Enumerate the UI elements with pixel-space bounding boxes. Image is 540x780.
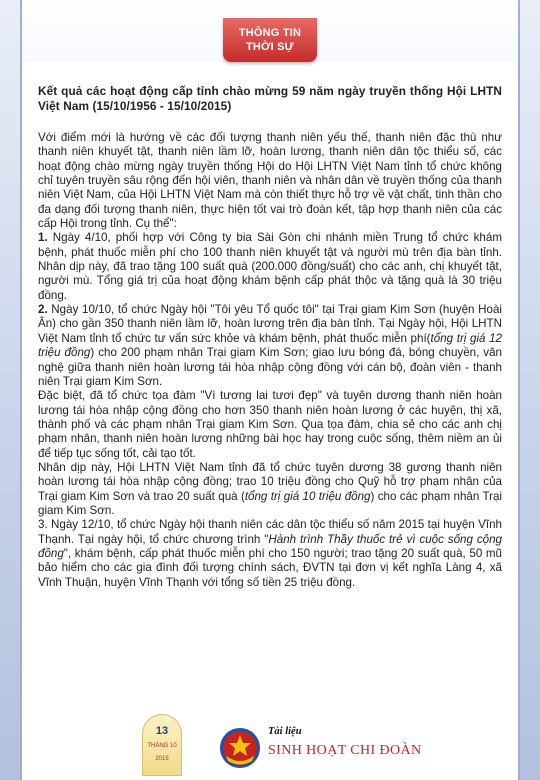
publication-brand xyxy=(268,726,422,759)
article-item-1 xyxy=(38,231,502,303)
section-badge-line-2: THỜI SỰ xyxy=(245,41,295,53)
item-2-emphasis: tổng trị giá 12 triệu đồng xyxy=(38,331,502,360)
para-5-emphasis: Hành trình Thầy thuốc trẻ vì cuộc sống cộng đồng xyxy=(38,532,502,560)
section-badge xyxy=(223,18,317,62)
item-2-text-b: ) cho 200 phạm nhân Trại giam Kim Sơn; giao lưu bóng đá, bóng chuyền, văn nghệ giữa thanh niên hoàn lương tái hòa nhập cộng đồng với cán bộ, đoàn viên - thanh niên Trại giam Kim Sơn. xyxy=(38,346,502,388)
para-4-text-b: ) cho các phạm nhân Trại giam Kim Sơn. xyxy=(38,489,502,517)
article-paragraph-3: Đặc biệt, đã tổ chức tọa đàm "Vì tương lai tươi đẹp" và tuyên dương thanh niên hoàn lương tái hòa nhập cộng đồng cho hơn 350 thanh niên hoàn lương ở các huyện, thị xã, thành phố và các phạm nhân Trại giam Kim Sơn. Qua tọa đàm, chia sẻ cho các anh chị phạm nhân, thanh niên hoàn lương những bài học hay trong cuộc sống, thêm niềm an ủi để tiếp tục sống tốt, cải tạo tốt. xyxy=(38,389,502,460)
article-intro: Với điểm mới là hướng về các đối tượng thanh niên yếu thế, thanh niên đặc thù như thanh niên khuyết tật, thanh niên lầm lỡ, hoàn lương, thanh niên dân tộc thiểu số, các hoạt động chào mừng ngày truyền thống Hội do Hội LHTN Việt Nam tỉnh tổ chức không chỉ tuyên truyền sâu rộng đến hội viên, thanh niên và nhân dân về truyền thống của thanh niên Việt Nam, của Hội LHTN Việt Nam mà còn thiết thực hỗ trợ về vật chất, tinh thần cho đa dạng đối tượng thanh niên, thực hiện tốt vai trò đoàn kết, tập hợp thanh niên của các cấp Hội trong tỉnh. Cụ thể": xyxy=(38,131,502,231)
brand-caption: Tài liệu xyxy=(268,726,302,737)
item-1-text: Ngày 4/10, phối hợp với Công ty bia Sài Gòn chi nhánh miền Trung tổ chức khám bệnh, phát thuốc miễn phí cho 100 thanh niên khuyết tật và người mù trên địa bàn tỉnh. Nhân dịp này, đã trao tặng 100 suất quà (200.000 đồng/suất) cho các anh, chị khuyết tật, người mù. Tổng giá trị của hoạt động khám bệnh cấp phát thộc và tặng quà là 30 triệu đồng. xyxy=(38,231,502,302)
item-1-number: 1. xyxy=(38,231,48,245)
para-4-text-a: Nhân dịp này, Hội LHTN Việt Nam tỉnh đã tổ chức tuyên dương 38 gương thanh niên hoàn lương tái hòa nhập cộng đồng; trao 10 triệu đồng cho Quỹ hỗ trợ phạm nhân của Trại giam Kim Sơn và trao 20 suất quà ( xyxy=(38,460,502,503)
left-decorative-strip xyxy=(0,0,22,780)
section-badge-line-1: THÔNG TIN xyxy=(238,27,302,39)
article-item-2 xyxy=(38,303,502,389)
article-title: Kết quả các hoạt động cấp tỉnh chào mừng 59 năm ngày truyền thống Hội LHTN Việt Nam (15/10/1956 - 15/10/2015) xyxy=(38,84,502,113)
article xyxy=(38,84,502,590)
item-2-number: 2. xyxy=(38,303,48,317)
page-number: 13 xyxy=(155,725,169,737)
para-5-text-a: 3. Ngày 12/10, tổ chức Ngày hội thanh niên các dân tộc thiểu số năm 2015 tại huyện Vĩnh Thạnh. Tại ngày hội, tổ chức chương trình " xyxy=(38,518,502,546)
para-5-text-b: ", khám bệnh, cấp phát thuốc miễn phí cho 150 người; trao tặng 20 suất quà, 50 mũ bảo hiểm cho các gia đình đối tượng chính sách, ĐVTN tại đơn vị kết nghĩa Làng 4, xã Vĩnh Thuận, huyện Vĩnh Thạnh với tổng số tiền 25 triệu đồng. xyxy=(38,546,502,589)
right-decorative-strip xyxy=(518,0,540,780)
issue-year: 2015 xyxy=(155,756,169,762)
article-paragraph-4 xyxy=(38,461,502,518)
para-4-emphasis: tổng trị giá 10 triệu đồng xyxy=(244,489,371,503)
issue-month: THÁNG 10 xyxy=(147,743,177,749)
brand-title: SINH HOẠT CHI ĐOÀN xyxy=(268,743,422,758)
page-number-badge xyxy=(142,714,182,776)
article-paragraph-5 xyxy=(38,518,502,590)
top-banner xyxy=(22,0,518,62)
item-2-text-a: Ngày 10/10, tổ chức Ngày hội "Tôi yêu Tổ quốc tôi" tại Trại giam Kim Sơn (huyện Hoài Ân) cho gần 350 thanh niên lầm lỡ, hoàn lương trên địa bàn tỉnh. Tại Ngày hội, Hội LHTN Việt Nam tỉnh tổ chức tư vấn sức khỏe và khám bệnh, phát thuốc miễn phí( xyxy=(38,303,502,345)
page-footer xyxy=(22,720,518,780)
youth-union-emblem-icon xyxy=(218,726,262,770)
